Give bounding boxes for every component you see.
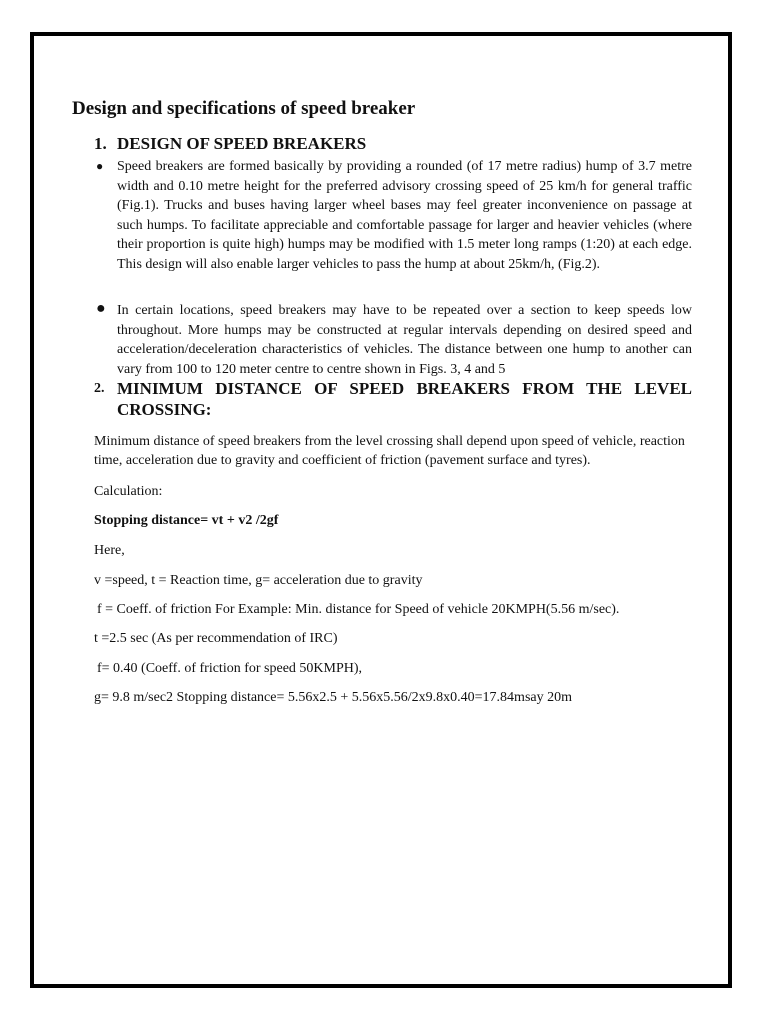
bullet-dot-icon: ●	[96, 300, 106, 317]
reaction-time-line: t =2.5 sec (As per recommendation of IRC)	[94, 631, 338, 646]
friction-value-line: f= 0.40 (Coeff. of friction for speed 50KMPH),	[97, 661, 363, 676]
section-2-number: 2.	[94, 381, 105, 396]
friction-line: f = Coeff. of friction For Example: Min. distance for Speed of vehicle 20KMPH(5.56 m/sec).	[97, 602, 620, 617]
here-label: Here,	[94, 543, 125, 558]
section-2-heading	[94, 378, 692, 420]
variables-line: v =speed, t = Reaction time, g= acceleration due to gravity	[94, 573, 423, 588]
calculation-label: Calculation:	[94, 484, 163, 499]
bullet-item-1	[96, 157, 692, 274]
bullet-item-2	[96, 301, 692, 379]
intro-paragraph: Minimum distance of speed breakers from the level crossing shall depend upon speed of vehicle, reaction time, acceleration due to gravity and coefficient of friction (pavement surface and tyres).	[94, 434, 685, 468]
section-2-title-line-2: CROSSING:	[117, 400, 212, 419]
bullet-dot-icon: ●	[96, 159, 104, 173]
section-2-title-line-1: MINIMUM DISTANCE OF SPEED BREAKERS FROM THE LEVEL	[117, 379, 692, 398]
section-1-heading	[94, 133, 366, 155]
gravity-result-line: g= 9.8 m/sec2 Stopping distance= 5.56x2.5 + 5.56x5.56/2x9.8x0.40=17.84msay 20m	[94, 690, 573, 705]
section-1-title: DESIGN OF SPEED BREAKERS	[117, 134, 367, 153]
section-1-number: 1.	[94, 134, 107, 153]
bullet-text-1: Speed breakers are formed basically by providing a rounded (of 17 metre radius) hump of 3.7 metre width and 0.10 metre height for the preferred advisory crossing speed of 25 km/h for general traffic (Fig.1). Trucks and buses having larger wheel bases may feel greater inconvenience on passage at such humps. To facilitate appreciable and comfortable passage for larger and heavier vehicles (where their proportion is quite high) humps may be modified with 1.5 meter long ramps (1:20) at each edge. This design will also enable larger vehicles to pass the hump at about 25km/h, (Fig.2).	[117, 159, 692, 272]
bullet-text-2: In certain locations, speed breakers may have to be repeated over a section to keep speeds low throughout. More humps may be constructed at regular intervals depending on desired speed and acceleration/deceleration characteristics of vehicles. The distance between one hump to another can vary from 100 to 120 meter centre to centre shown in Figs. 3, 4 and 5	[117, 303, 692, 377]
document-title: Design and specifications of speed breaker	[72, 98, 416, 119]
stopping-distance-formula: Stopping distance= vt + v2 /2gf	[94, 513, 279, 528]
